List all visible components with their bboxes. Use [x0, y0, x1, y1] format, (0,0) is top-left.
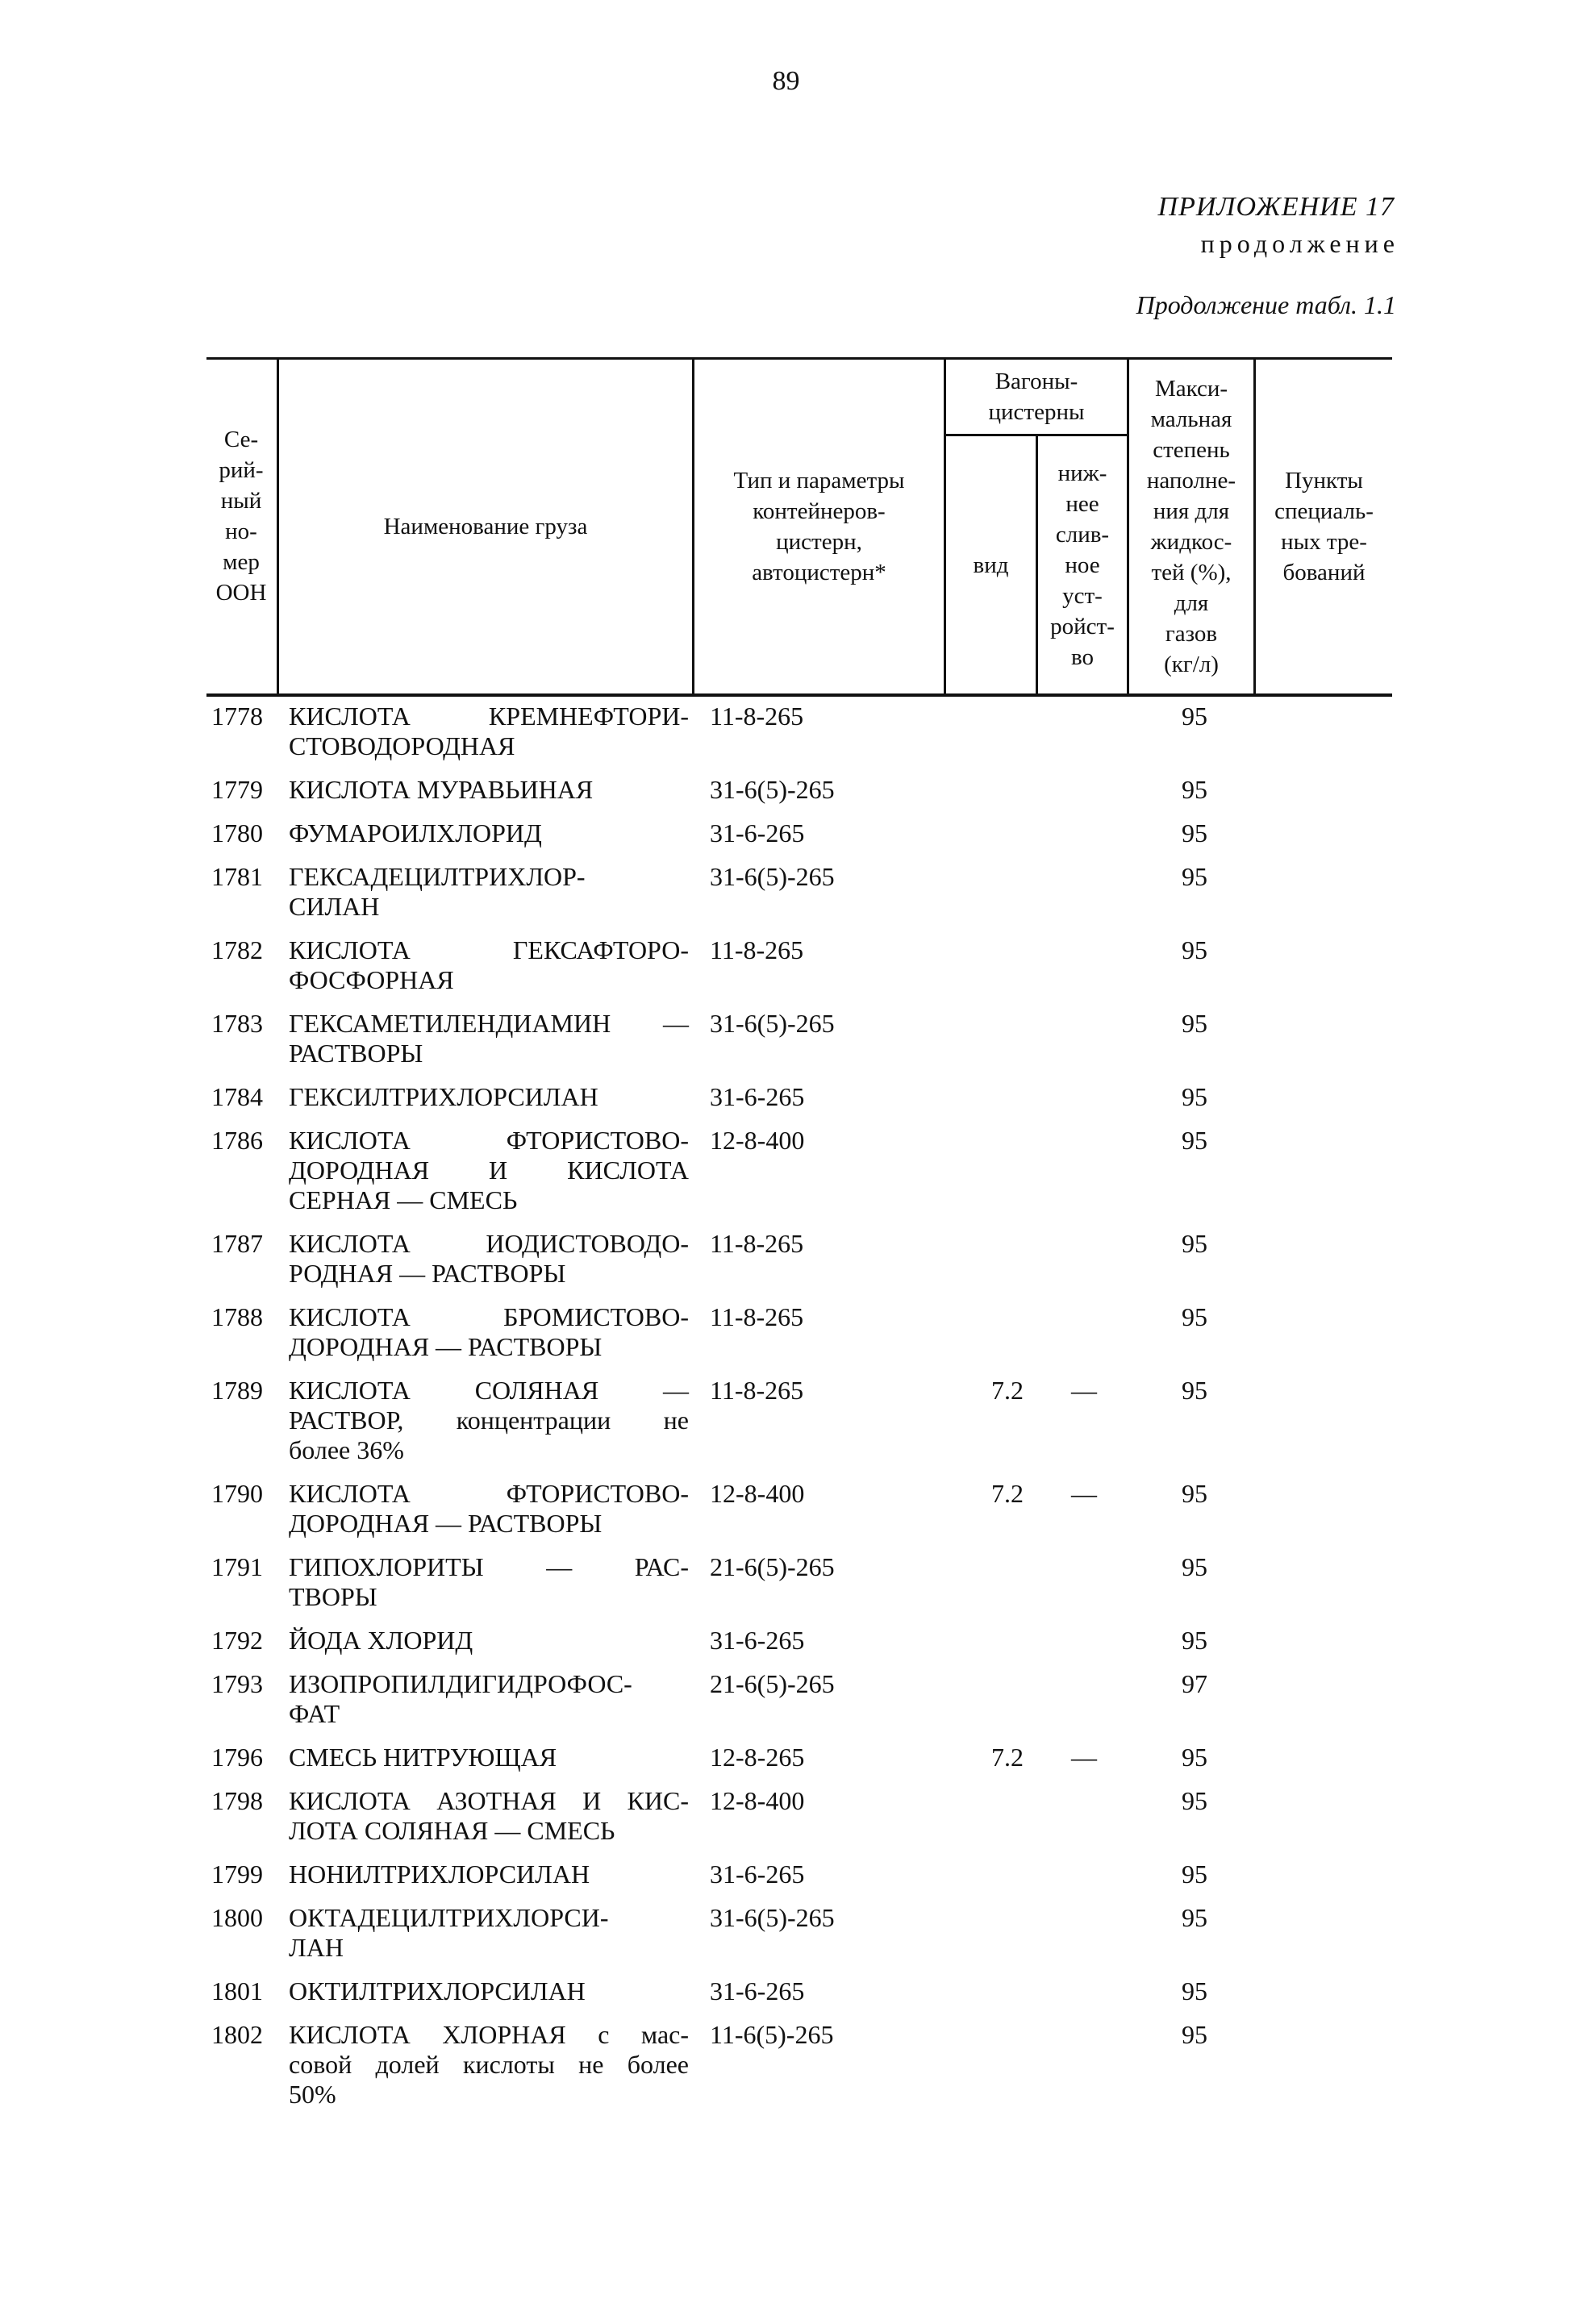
cargo-name-line: ГЕКСАМЕТИЛЕНДИАМИН — — [289, 1009, 689, 1038]
cargo-name-line: ФУМАРОИЛХЛОРИД — [289, 818, 542, 848]
cargo-name-line: КИСЛОТА ГЕКСАФТОРО- — [289, 935, 689, 964]
appendix-continuation: продолжение — [1200, 229, 1399, 258]
container-type: 11-8-265 — [710, 1229, 804, 1258]
header-text — [216, 424, 267, 608]
cargo-name-line: РАСТВОР, концентрации не — [289, 1406, 689, 1435]
header-line: Макси- — [1154, 376, 1228, 402]
cargo-name-line: КИСЛОТА БРОМИСТОВО- — [289, 1302, 689, 1331]
cargo-name-line: КИСЛОТА АЗОТНАЯ И КИС- — [289, 1786, 689, 1815]
cargo-name — [289, 1552, 689, 1612]
max-fill: 95 — [1182, 1479, 1207, 1508]
max-fill: 95 — [1182, 1903, 1207, 1932]
cargo-name-line: ГЕКСАДЕЦИЛТРИХЛОР- — [289, 862, 586, 891]
un-number: 1780 — [211, 818, 263, 848]
cargo-name-line: ЙОДА ХЛОРИД — [289, 1626, 473, 1655]
header-line: специаль- — [1274, 498, 1374, 524]
container-type: 11-8-265 — [710, 1376, 804, 1405]
cargo-name — [289, 1082, 689, 1112]
container-type: 12-8-400 — [710, 1479, 805, 1508]
max-fill: 95 — [1182, 1229, 1207, 1258]
table-continuation-label: Продолжение табл. 1.1 — [1136, 290, 1396, 319]
cargo-name-line: КИСЛОТА ХЛОРНАЯ с мас- — [289, 2020, 689, 2049]
header-line: ный — [220, 488, 262, 514]
container-type: 31-6-265 — [710, 818, 805, 848]
cargo-name-line: ОКТИЛТРИХЛОРСИЛАН — [289, 1976, 586, 2005]
un-number: 1784 — [211, 1082, 263, 1111]
header-text — [384, 511, 588, 542]
cargo-name-line: РАСТВОРЫ — [289, 1039, 423, 1068]
header-kind — [946, 436, 1036, 693]
header-line: наполне- — [1146, 468, 1236, 494]
cargo-name-line: СТОВОДОРОДНАЯ — [289, 731, 515, 760]
max-fill: 95 — [1182, 2020, 1207, 2049]
max-fill: 95 — [1182, 1009, 1207, 1038]
max-fill: 95 — [1182, 1626, 1207, 1655]
max-fill: 95 — [1182, 1302, 1207, 1331]
page-number: 89 — [772, 66, 800, 96]
header-text — [989, 366, 1085, 427]
max-fill: 95 — [1182, 862, 1207, 891]
header-line: тей (%), — [1151, 560, 1232, 585]
un-number: 1781 — [211, 862, 263, 891]
cargo-name-line: СЕРНАЯ — СМЕСЬ — [289, 1185, 518, 1214]
header-tank-wagons — [946, 360, 1127, 434]
header-line: газов — [1165, 621, 1218, 647]
cargo-name — [289, 2020, 689, 2110]
header-line: бований — [1282, 560, 1366, 585]
un-number: 1782 — [211, 935, 263, 964]
header-line: ния для — [1153, 498, 1230, 524]
cargo-name — [289, 1302, 689, 1362]
cargo-name-line: КИСЛОТА ФТОРИСТОВО- — [289, 1126, 689, 1155]
container-type: 31-6-265 — [710, 1976, 805, 2005]
container-type: 12-8-400 — [710, 1126, 805, 1155]
cargo-name-line: ИЗОПРОПИЛДИГИДРОФОС- — [289, 1669, 632, 1698]
header-text — [1050, 458, 1115, 673]
header-line: Тип и параметры — [733, 468, 905, 494]
header-line: жидкос- — [1150, 529, 1232, 555]
cargo-name-line: ДОРОДНАЯ — РАСТВОРЫ — [289, 1332, 603, 1361]
max-fill: 95 — [1182, 1126, 1207, 1155]
header-line: для — [1174, 590, 1209, 616]
container-type: 31-6-265 — [710, 1860, 805, 1889]
header-line: степень — [1153, 437, 1230, 463]
cargo-name — [289, 1626, 689, 1656]
un-number: 1799 — [211, 1860, 263, 1889]
cargo-name-line: ФАТ — [289, 1699, 340, 1728]
container-type: 11-8-265 — [710, 1302, 804, 1331]
header-line: рий- — [219, 457, 264, 483]
un-number: 1790 — [211, 1479, 263, 1508]
appendix-title: ПРИЛОЖЕНИЕ 17 — [1157, 192, 1395, 222]
cargo-name-line: КИСЛОТА МУРАВЬИНАЯ — [289, 775, 594, 804]
cargo-name-line: КИСЛОТА КРЕМНЕФТОРИ- — [289, 702, 689, 731]
un-number: 1793 — [211, 1669, 263, 1698]
header-line: ройст- — [1050, 613, 1115, 639]
max-fill: 97 — [1182, 1669, 1207, 1698]
header-line: Пункты — [1285, 468, 1363, 494]
header-special-requirements — [1256, 360, 1392, 693]
cargo-name-line: КИСЛОТА ФТОРИСТОВО- — [289, 1479, 689, 1508]
header-max-fill — [1129, 360, 1253, 693]
un-number: 1786 — [211, 1126, 263, 1155]
cargo-name — [289, 1743, 689, 1772]
max-fill: 95 — [1182, 1552, 1207, 1581]
header-line: Се- — [223, 427, 259, 452]
un-number: 1801 — [211, 1976, 263, 2005]
header-line: ных тре- — [1281, 529, 1367, 555]
header-line: контейнеров- — [753, 498, 886, 524]
cargo-name — [289, 702, 689, 761]
max-fill: 95 — [1182, 1786, 1207, 1815]
header-line: мер — [223, 549, 260, 575]
un-number: 1783 — [211, 1009, 263, 1038]
cargo-name-line: ОКТАДЕЦИЛТРИХЛОРСИ- — [289, 1903, 609, 1932]
cargo-name — [289, 1376, 689, 1465]
header-serial-number — [206, 403, 276, 629]
un-number: 1792 — [211, 1626, 263, 1655]
bottom-drain: — — [1071, 1479, 1097, 1508]
cargo-name — [289, 1479, 689, 1539]
cargo-name-line: совой долей кислоты не более — [289, 2050, 689, 2079]
cargo-name-line: КИСЛОТА ИОДИСТОВОДО- — [289, 1229, 689, 1258]
container-type: 31-6-265 — [710, 1082, 805, 1111]
header-line: во — [1070, 643, 1094, 670]
header-text — [974, 550, 1009, 581]
header-line: Наименование груза — [383, 514, 588, 539]
cargo-name-line: НОНИЛТРИХЛОРСИЛАН — [289, 1860, 590, 1889]
max-fill: 95 — [1182, 1082, 1207, 1111]
max-fill: 95 — [1182, 1743, 1207, 1772]
un-number: 1796 — [211, 1743, 263, 1772]
header-text — [1147, 373, 1236, 680]
container-type: 11-6(5)-265 — [710, 2020, 834, 2049]
max-fill: 95 — [1182, 818, 1207, 848]
header-line: слив- — [1055, 521, 1110, 548]
header-line: но- — [225, 519, 257, 544]
container-type: 11-8-265 — [710, 702, 804, 731]
header-line: ООН — [215, 580, 267, 606]
header-line: нее — [1065, 490, 1099, 517]
container-type: 31-6-265 — [710, 1626, 805, 1655]
container-type: 31-6(5)-265 — [710, 862, 835, 891]
cargo-name — [289, 775, 689, 805]
header-line: уст- — [1062, 582, 1103, 609]
max-fill: 95 — [1182, 935, 1207, 964]
un-number: 1791 — [211, 1552, 263, 1581]
cargo-name — [289, 818, 689, 848]
bottom-drain: — — [1071, 1743, 1097, 1772]
max-fill: 95 — [1182, 775, 1207, 804]
max-fill: 95 — [1182, 702, 1207, 731]
cargo-name — [289, 1976, 689, 2006]
cargo-name-line: более 36% — [289, 1435, 404, 1464]
cargo-name-line: ДОРОДНАЯ — РАСТВОРЫ — [289, 1509, 603, 1538]
max-fill: 95 — [1182, 1376, 1207, 1405]
bottom-drain: — — [1071, 1376, 1097, 1405]
un-number: 1778 — [211, 702, 263, 731]
cargo-name — [289, 1009, 689, 1068]
header-bottom-rule — [206, 693, 1392, 697]
header-line: Вагоны- — [994, 369, 1078, 394]
cargo-name — [289, 1860, 689, 1889]
cargo-name — [289, 862, 689, 922]
max-fill: 95 — [1182, 1976, 1207, 2005]
un-number: 1798 — [211, 1786, 263, 1815]
container-type: 12-8-265 — [710, 1743, 805, 1772]
header-line: мальная — [1150, 406, 1232, 432]
un-number: 1789 — [211, 1376, 263, 1405]
cargo-name — [289, 1903, 689, 1963]
cargo-name — [289, 1126, 689, 1215]
container-type: 31-6(5)-265 — [710, 1009, 835, 1038]
header-line: (кг/л) — [1164, 652, 1219, 677]
cargo-name-line: ФОСФОРНАЯ — [289, 965, 454, 994]
un-number: 1787 — [211, 1229, 263, 1258]
un-number: 1779 — [211, 775, 263, 804]
cargo-name-line: ДОРОДНАЯ И КИСЛОТА — [289, 1156, 689, 1185]
cargo-name-line: ЛАН — [289, 1933, 344, 1962]
header-text — [1274, 465, 1374, 588]
header-bottom-drain — [1038, 436, 1127, 693]
cargo-name-line: ГЕКСИЛТРИХЛОРСИЛАН — [289, 1082, 598, 1111]
header-line: ниж- — [1057, 460, 1107, 486]
container-type: 21-6(5)-265 — [710, 1669, 835, 1698]
cargo-name-line: ТВОРЫ — [289, 1582, 377, 1611]
un-number: 1800 — [211, 1903, 263, 1932]
header-line: автоцистерн* — [752, 560, 886, 585]
container-type: 11-8-265 — [710, 935, 804, 964]
wagon-kind: 7.2 — [991, 1376, 1024, 1405]
cargo-name — [289, 1229, 689, 1289]
header-text — [733, 465, 904, 588]
header-line: вид — [973, 552, 1009, 578]
cargo-name-line: СИЛАН — [289, 892, 380, 921]
header-line: ное — [1065, 552, 1100, 578]
wagon-kind: 7.2 — [991, 1479, 1024, 1508]
un-number: 1788 — [211, 1302, 263, 1331]
cargo-name — [289, 935, 689, 995]
cargo-name-line: КИСЛОТА СОЛЯНАЯ — — [289, 1376, 689, 1405]
container-type: 21-6(5)-265 — [710, 1552, 835, 1581]
cargo-name-line: ЛОТА СОЛЯНАЯ — СМЕСЬ — [289, 1816, 615, 1845]
cargo-name-line: ГИПОХЛОРИТЫ — РАС- — [289, 1552, 689, 1581]
header-cargo-name — [279, 360, 692, 693]
cargo-name-line: СМЕСЬ НИТРУЮЩАЯ — [289, 1743, 557, 1772]
header-line: цистерн, — [776, 529, 862, 555]
container-type: 12-8-400 — [710, 1786, 805, 1815]
cargo-name — [289, 1786, 689, 1846]
header-line: цистерны — [988, 399, 1085, 425]
wagon-kind: 7.2 — [991, 1743, 1024, 1772]
un-number: 1802 — [211, 2020, 263, 2049]
cargo-name — [289, 1669, 689, 1729]
container-type: 31-6(5)-265 — [710, 1903, 835, 1932]
cargo-name-line: РОДНАЯ — РАСТВОРЫ — [289, 1259, 566, 1288]
container-type: 31-6(5)-265 — [710, 775, 835, 804]
cargo-name-line: 50% — [289, 2080, 336, 2109]
header-container-type — [694, 360, 944, 693]
max-fill: 95 — [1182, 1860, 1207, 1889]
